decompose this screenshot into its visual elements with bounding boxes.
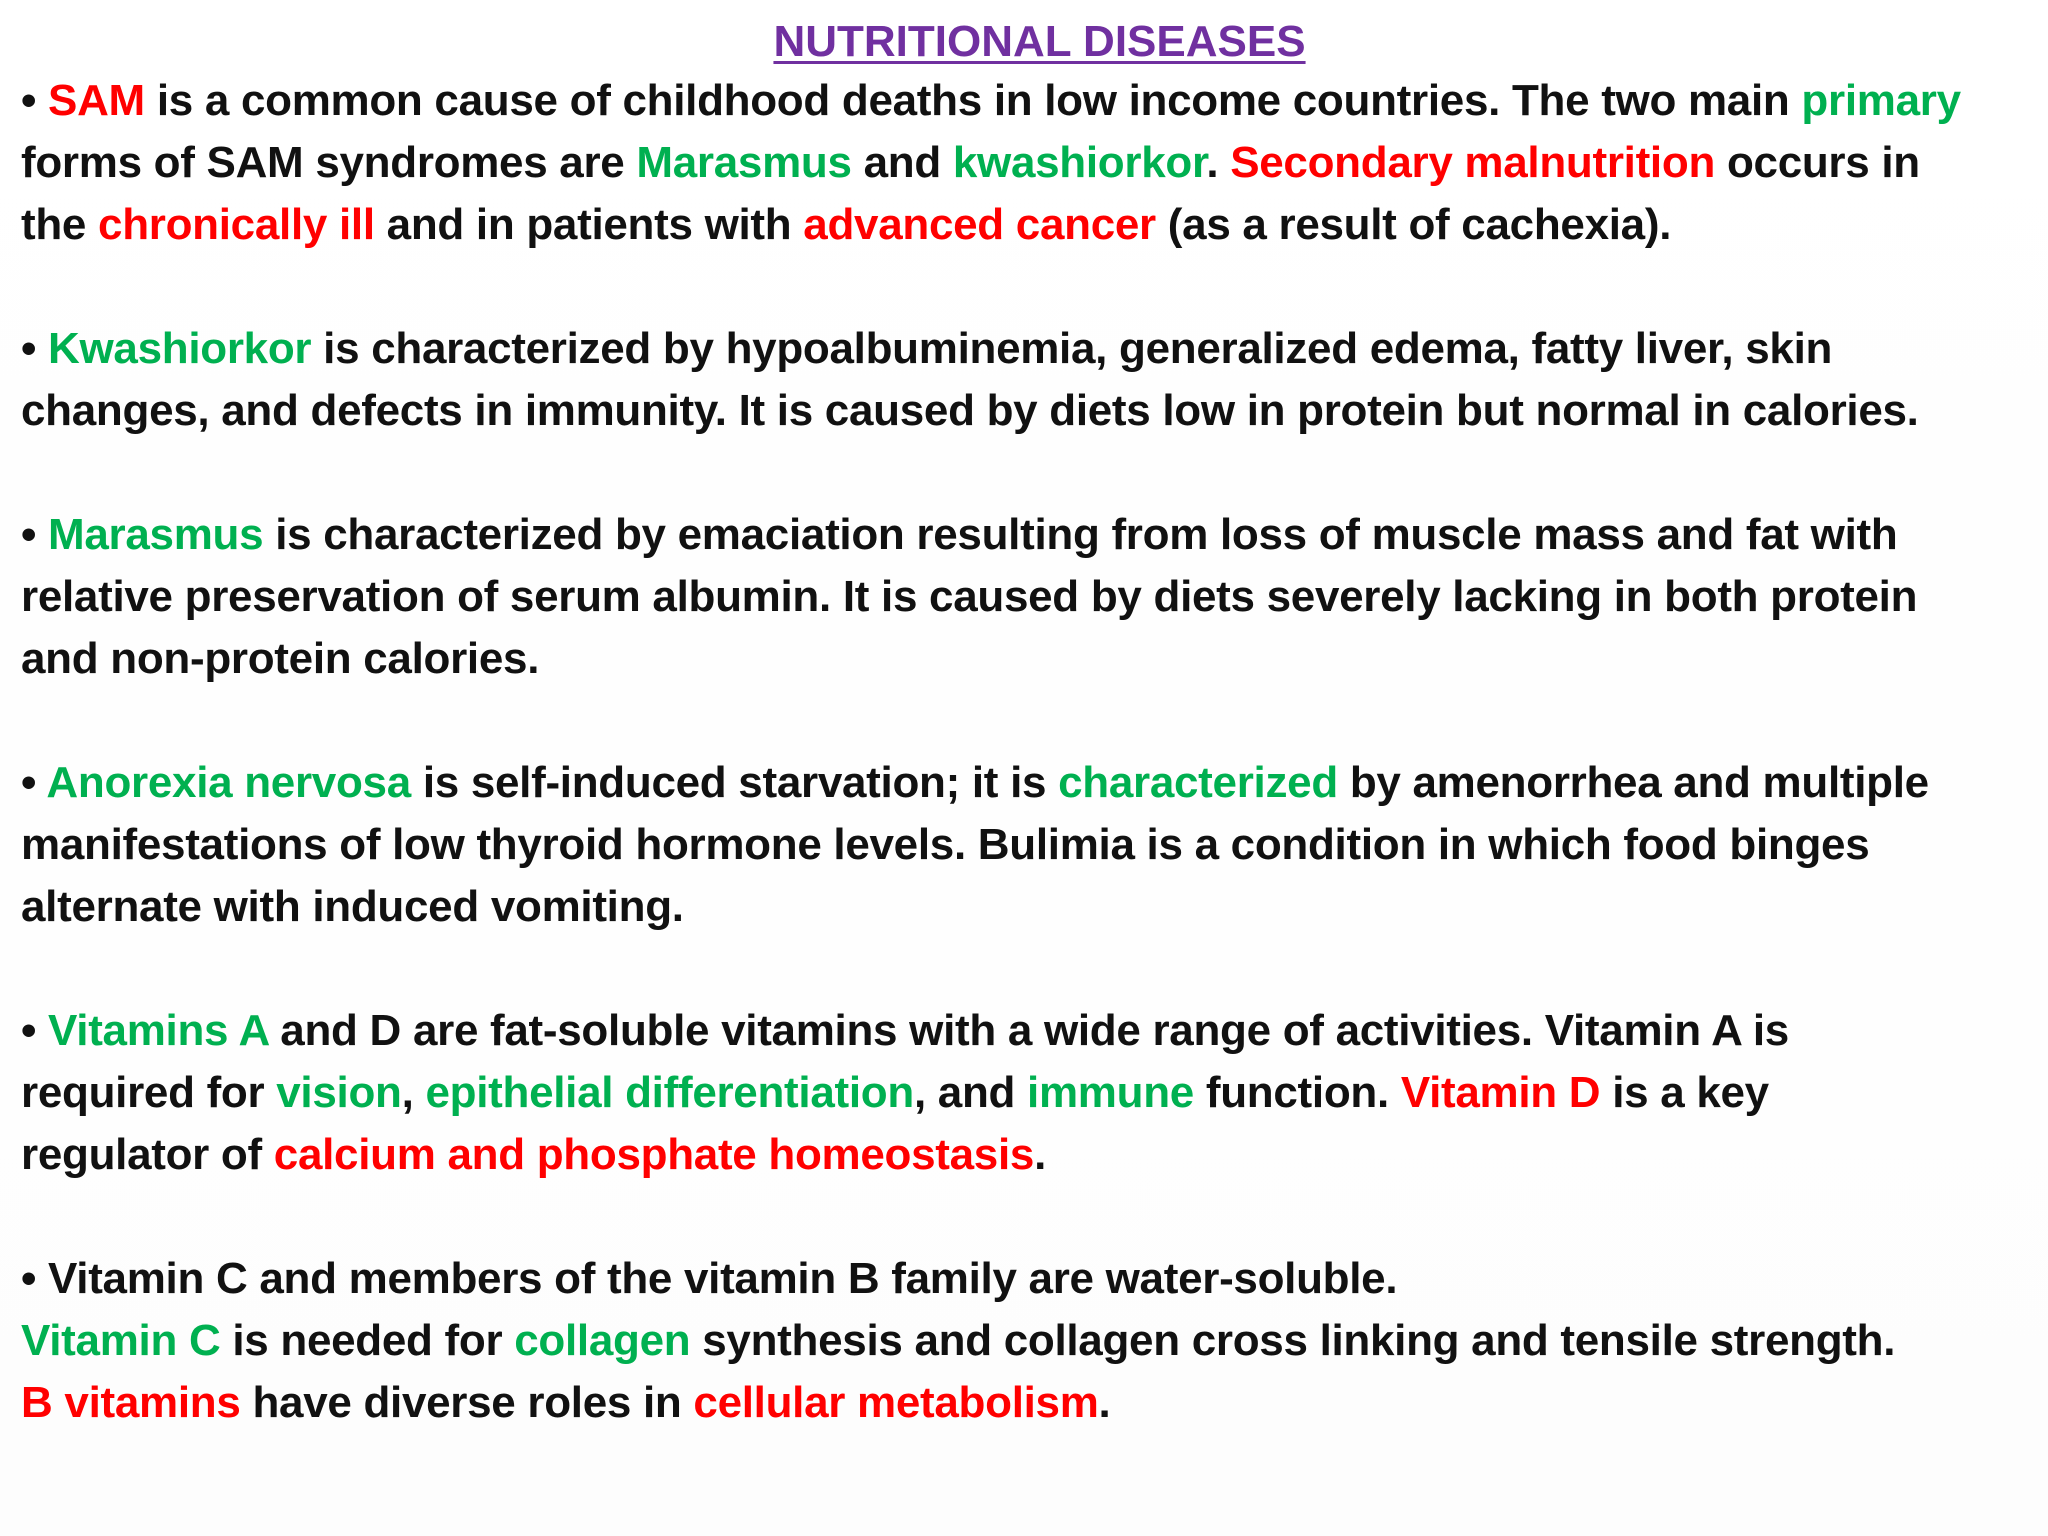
text-run: • Vitamin C and members of the vitamin B family are water-soluble. <box>21 1254 1398 1303</box>
highlight-red: advanced cancer <box>803 200 1156 249</box>
text-run: is characterized by emaciation resulting from loss of muscle mass and fat with <box>263 510 1898 559</box>
highlight-green: Vitamins A <box>48 1006 269 1055</box>
paragraph-sam <box>21 70 2028 256</box>
highlight-green: Vitamin C <box>21 1316 221 1365</box>
text-run: is needed for <box>220 1316 515 1365</box>
text-run: the <box>21 200 99 249</box>
text-run: and in patients with <box>374 200 804 249</box>
text-line <box>21 1124 2028 1186</box>
text-run: function. <box>1193 1068 1401 1117</box>
text-line <box>21 752 2028 814</box>
highlight-green: Marasmus <box>48 510 264 559</box>
text-run: is a common cause of childhood deaths in low income countries. The two main <box>144 76 1802 125</box>
highlight-green: epithelial differentiation <box>425 1068 914 1117</box>
text-line <box>21 566 2028 628</box>
text-run: and non-protein calories. <box>21 634 540 683</box>
highlight-red: Vitamin D <box>1400 1068 1601 1117</box>
text-run: . <box>1206 138 1231 187</box>
highlight-red: Secondary malnutrition <box>1230 138 1716 187</box>
highlight-green: Kwashiorkor <box>48 324 312 373</box>
text-line <box>21 1000 2028 1062</box>
text-line <box>21 504 2028 566</box>
text-run: , and <box>913 1068 1028 1117</box>
text-line <box>21 132 2028 194</box>
text-line <box>21 814 2028 876</box>
text-run: and D are fat-soluble vitamins with a wide range of activities. Vitamin A is <box>268 1006 1789 1055</box>
text-line <box>21 628 2028 690</box>
highlight-red: chronically ill <box>98 200 375 249</box>
text-run: have diverse roles in <box>240 1378 694 1427</box>
text-line <box>21 1310 2028 1372</box>
text-run: is characterized by hypoalbuminemia, generalized edema, fatty liver, skin <box>311 324 1833 373</box>
text-run: by amenorrhea and multiple <box>1337 758 1929 807</box>
text-run: synthesis and collagen cross linking and tensile strength. <box>690 1316 1896 1365</box>
text-line <box>21 318 2028 380</box>
text-run: relative preservation of serum albumin. It is caused by diets severely lacking in both protein <box>21 572 1918 621</box>
highlight-red: calcium and phosphate homeostasis <box>273 1130 1035 1179</box>
text-run: manifestations of low thyroid hormone levels. Bulimia is a condition in which food binges <box>21 820 1870 869</box>
text-run: required for <box>21 1068 277 1117</box>
text-line <box>21 876 2028 938</box>
text-run: regulator of <box>21 1130 274 1179</box>
paragraph-anorexia <box>21 752 2028 938</box>
text-line <box>21 70 2028 132</box>
highlight-green: characterized <box>1058 758 1338 807</box>
slide-title: NUTRITIONAL DISEASES <box>773 17 1306 66</box>
text-run: and <box>851 138 953 187</box>
highlight-green: collagen <box>514 1316 691 1365</box>
text-run: • <box>21 510 49 559</box>
paragraph-marasmus <box>21 504 2028 690</box>
text-run: is self-induced starvation; it is <box>410 758 1059 807</box>
highlight-green: immune <box>1027 1068 1194 1117</box>
text-run: • <box>21 76 49 125</box>
highlight-green: kwashiorkor <box>952 138 1207 187</box>
text-run: forms of SAM syndromes are <box>21 138 637 187</box>
text-run: is a key <box>1600 1068 1769 1117</box>
text-line <box>21 380 2028 442</box>
text-line <box>21 194 2028 256</box>
text-run: • <box>21 324 49 373</box>
paragraph-kwashiorkor <box>21 318 2028 442</box>
highlight-red: cellular metabolism <box>693 1378 1099 1427</box>
highlight-green: Marasmus <box>636 138 852 187</box>
highlight-green: primary <box>1801 76 1961 125</box>
paragraph-vitamins-c-b <box>21 1248 2028 1434</box>
text-line <box>21 1248 2028 1310</box>
text-run: , <box>401 1068 426 1117</box>
text-run: (as a result of cachexia). <box>1155 200 1672 249</box>
text-line <box>21 1062 2028 1124</box>
text-run: . <box>1034 1130 1047 1179</box>
highlight-green: vision <box>276 1068 402 1117</box>
text-run: • <box>21 1006 49 1055</box>
text-run: changes, and defects in immunity. It is caused by diets low in protein but normal in calories. <box>21 386 1919 435</box>
highlight-green: Anorexia nervosa <box>46 758 411 807</box>
highlight-red: SAM <box>48 76 145 125</box>
text-line <box>21 1372 2028 1434</box>
text-run: . <box>1098 1378 1111 1427</box>
text-run: • <box>21 758 47 807</box>
paragraph-vitamins-a-d <box>21 1000 2028 1186</box>
highlight-red: B vitamins <box>21 1378 241 1427</box>
text-run: alternate with induced vomiting. <box>21 882 684 931</box>
text-run: occurs in <box>1715 138 1920 187</box>
